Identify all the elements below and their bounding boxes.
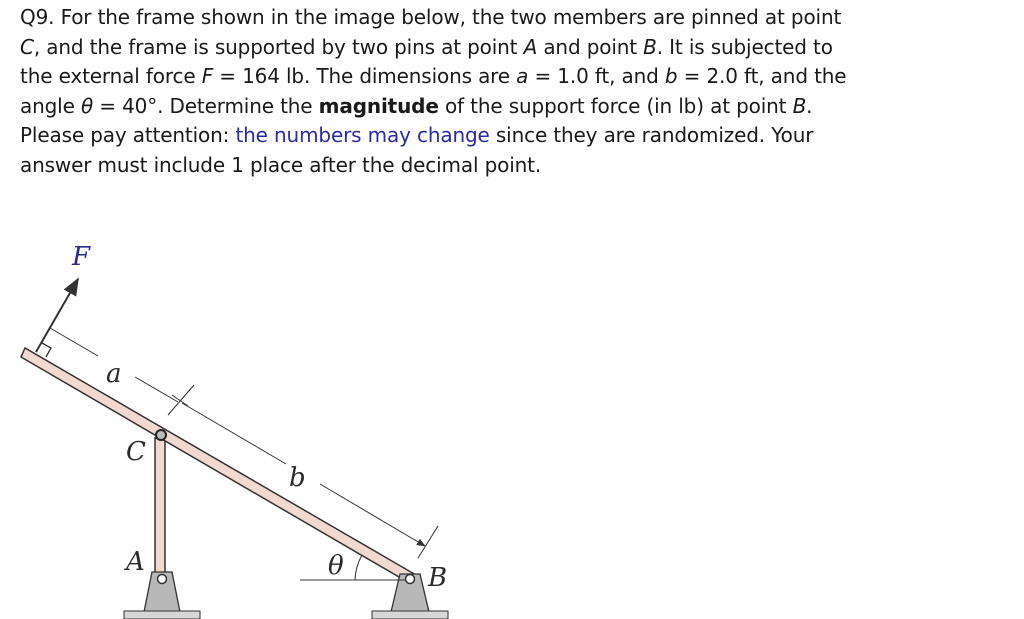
label-a-point: A	[126, 547, 145, 577]
dimension-line-a2	[135, 377, 178, 402]
label-f: F	[72, 242, 91, 272]
dimension-line-a	[50, 328, 98, 356]
label-b-point: B	[428, 563, 448, 593]
vertical-member-ac	[155, 438, 165, 578]
dimension-cross-c	[172, 395, 188, 406]
dimension-tick-c	[168, 385, 194, 415]
right-angle-marker	[42, 343, 51, 357]
randomized-note: the numbers may change	[235, 123, 490, 148]
support-b-base	[372, 611, 448, 619]
label-theta: θ	[328, 551, 344, 581]
pin-a	[158, 575, 167, 584]
label-a: a	[106, 359, 122, 389]
support-a-base	[124, 611, 200, 619]
pin-c	[156, 430, 166, 440]
question-line-4: angle θ = 40°. Determine the magnitude of the support force (in lb) at point B.	[20, 93, 813, 118]
dimension-tick-b	[418, 526, 438, 558]
question-line-2: C, and the frame is supported by two pins at point A and point B. It is subjected to	[20, 34, 833, 59]
question-line-6: answer must include 1 place after the decimal point.	[20, 152, 542, 177]
question-line-5: Please pay attention: the numbers may change since they are randomized. Your	[20, 123, 814, 148]
question-line-3: the external force F = 164 lb. The dimensions are a = 1.0 ft, and b = 2.0 ft, and the	[20, 64, 847, 89]
theta-arc	[355, 555, 362, 580]
pin-b	[406, 575, 415, 584]
inclined-member	[21, 348, 416, 584]
label-c: C	[126, 437, 146, 467]
label-b: b	[289, 463, 306, 493]
question-line-1: Q9. For the frame shown in the image below, the two members are pinned at point	[20, 5, 842, 29]
